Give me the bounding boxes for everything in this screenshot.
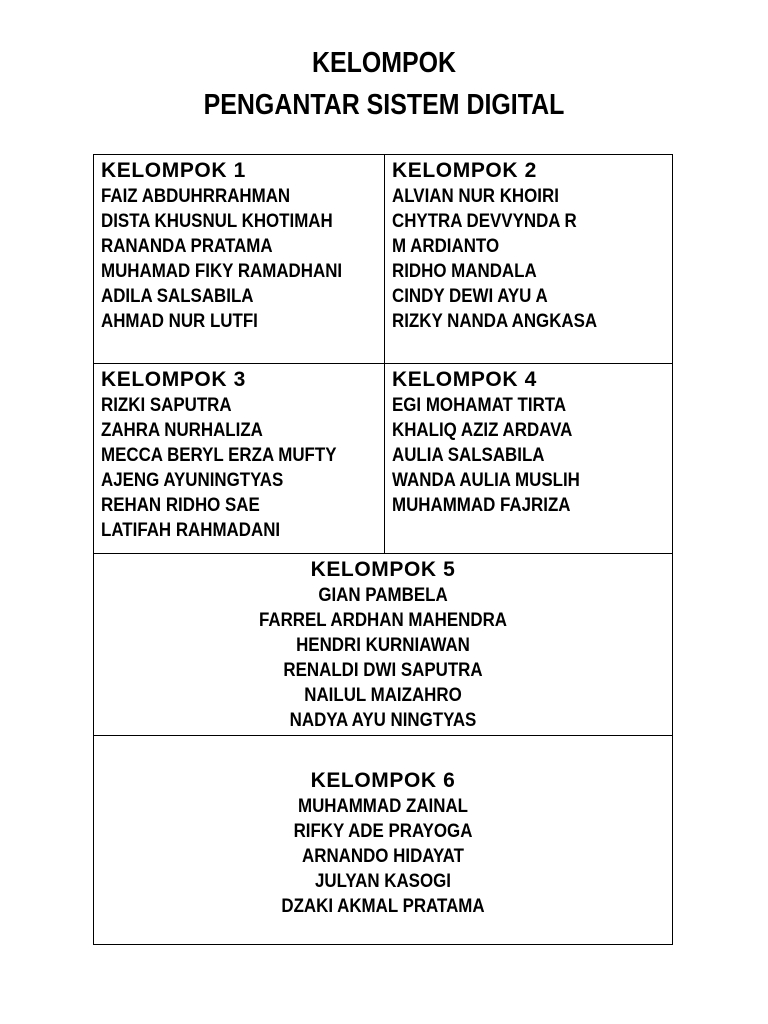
member-name: RANANDA PRATAMA: [101, 236, 273, 257]
table-row: [94, 155, 672, 363]
member-name: FAIZ ABDUHRRAHMAN: [101, 186, 291, 207]
member-name: RENALDI DWI SAPUTRA: [283, 660, 483, 681]
member-name: MUHAMAD FIKY RAMADHANI: [101, 261, 343, 282]
member-name: M ARDIANTO: [392, 236, 500, 257]
group-heading: KELOMPOK 6: [310, 769, 456, 792]
member-name: ARNANDO HIDAYAT: [302, 846, 464, 867]
title-line-2: PENGANTAR SISTEM DIGITAL: [203, 89, 565, 121]
member-name: EGI MOHAMAT TIRTA: [392, 395, 567, 416]
group-heading: KELOMPOK 5: [310, 558, 456, 581]
member-list: [392, 184, 674, 334]
table-row: [94, 553, 672, 735]
member-name: DISTA KHUSNUL KHOTIMAH: [101, 211, 333, 232]
member-name: RIZKI SAPUTRA: [101, 395, 232, 416]
member-name: CINDY DEWI AYU A: [392, 286, 548, 307]
group-heading: KELOMPOK 1: [101, 159, 246, 182]
member-name: ALVIAN NUR KHOIRI: [392, 186, 559, 207]
member-name: RIFKY ADE PRAYOGA: [293, 821, 473, 842]
member-name: HENDRI KURNIAWAN: [296, 635, 470, 656]
group-cell-2: [385, 155, 674, 363]
member-list: [101, 184, 384, 334]
member-name: RIZKY NANDA ANGKASA: [392, 311, 598, 332]
member-name: CHYTRA DEVVYNDA R: [392, 211, 577, 232]
member-name: ZAHRA NURHALIZA: [101, 420, 263, 441]
title-line-1: KELOMPOK: [311, 47, 457, 79]
member-name: LATIFAH RAHMADANI: [101, 520, 281, 541]
group-table: [93, 154, 673, 945]
member-name: AHMAD NUR LUTFI: [101, 311, 258, 332]
member-name: GIAN PAMBELA: [318, 585, 448, 606]
document-title: [0, 44, 768, 128]
group-heading: KELOMPOK 4: [392, 368, 537, 391]
member-name: REHAN RIDHO SAE: [101, 495, 260, 516]
member-list: [94, 583, 672, 733]
table-row: [94, 735, 672, 946]
member-name: WANDA AULIA MUSLIH: [392, 470, 580, 491]
group-cell-5: [94, 554, 672, 735]
member-name: FARREL ARDHAN MAHENDRA: [258, 610, 508, 631]
member-name: AULIA SALSABILA: [392, 445, 545, 466]
member-list: [101, 393, 384, 543]
member-name: MUHAMMAD ZAINAL: [297, 796, 469, 817]
member-name: ADILA SALSABILA: [101, 286, 254, 307]
member-name: NADYA AYU NINGTYAS: [289, 710, 477, 731]
group-cell-4: [385, 364, 674, 553]
group-cell-1: [94, 155, 385, 363]
member-name: MECCA BERYL ERZA MUFTY: [101, 445, 337, 466]
table-row: [94, 363, 672, 553]
member-list: [94, 794, 672, 919]
member-name: NAILUL MAIZAHRO: [304, 685, 462, 706]
group-cell-3: [94, 364, 385, 553]
member-name: RIDHO MANDALA: [392, 261, 537, 282]
member-name: MUHAMMAD FAJRIZA: [392, 495, 571, 516]
group-heading: KELOMPOK 3: [101, 368, 246, 391]
member-list: [392, 393, 674, 518]
group-heading: KELOMPOK 2: [392, 159, 537, 182]
member-name: JULYAN KASOGI: [315, 871, 451, 892]
member-name: KHALIQ AZIZ ARDAVA: [392, 420, 573, 441]
member-name: DZAKI AKMAL PRATAMA: [281, 896, 485, 917]
member-name: AJENG AYUNINGTYAS: [101, 470, 284, 491]
group-cell-6: [94, 736, 672, 946]
